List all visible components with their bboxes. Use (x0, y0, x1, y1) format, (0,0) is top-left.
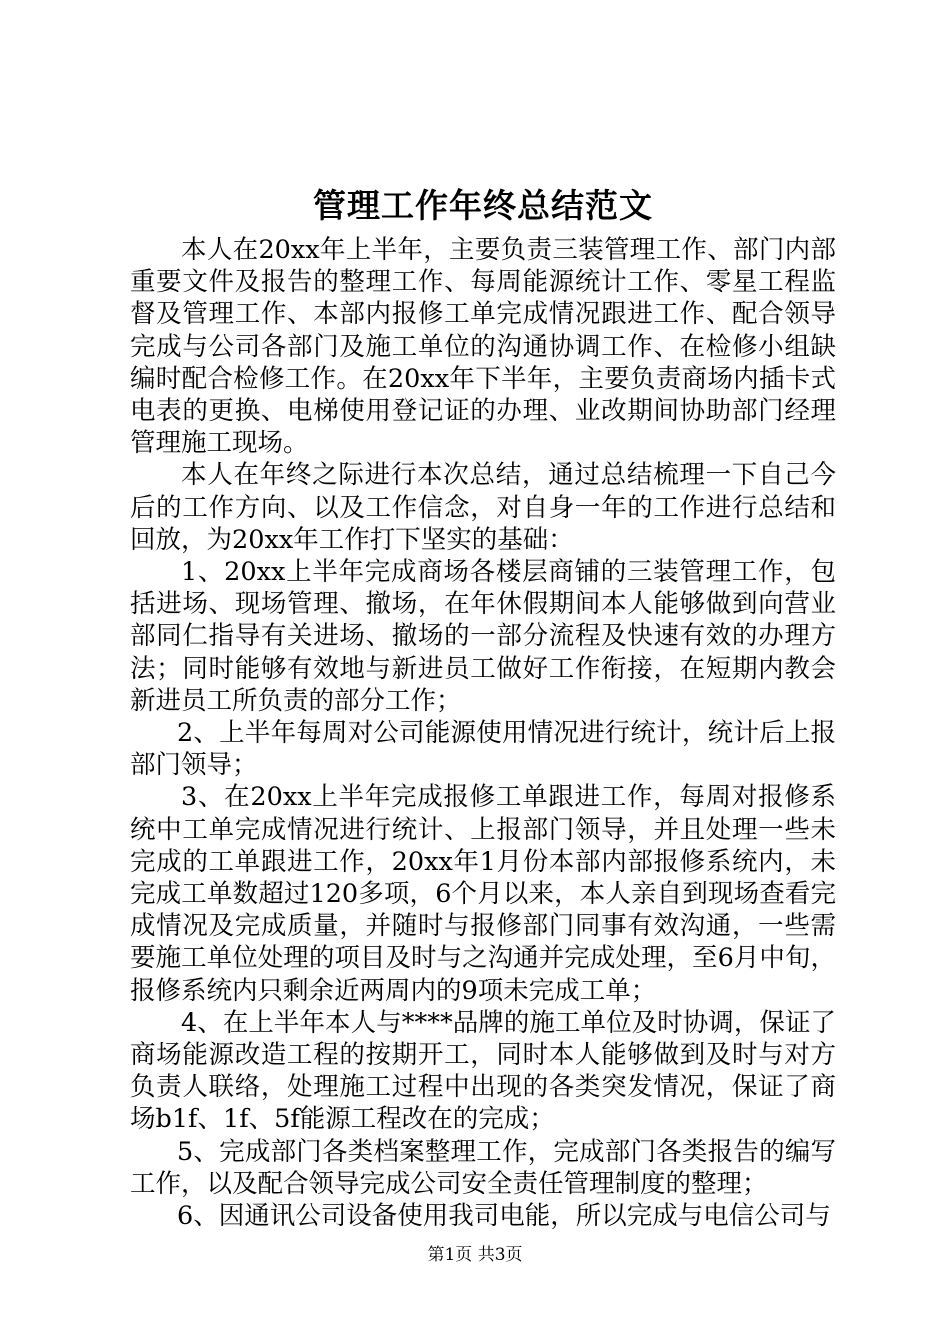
page-title: 管理工作年终总结范文 (313, 186, 653, 225)
paragraph-item-1: 1、20xx上半年完成商场各楼层商铺的三装管理工作，包括进场、现场管理、撤场，在年休假期间本人能够做到向营业部同仁指导有关进场、撤场的一部分流程及快速有效的办理方法；同时能够有效地与新进员工做好工作衔接，在短期内教会新进员工所负责的部分工作； (130, 557, 836, 716)
page-footer: 第1页 共3页 (427, 1245, 523, 1265)
paragraph-item-3: 3、在20xx上半年完成报修工单跟进工作，每周对报修系统中工单完成情况进行统计、上报部门领导，并且处理一些未完成的工单跟进工作，20xx年1月份本部内部报修系统内，未完成工单数超过120多项，6个月以来，本人亲自到现场查看完成情况及完成质量，并随时与报修部门同事有效沟通，一些需要施工单位处理的项目及时与之沟通并完成处理，至6月中旬，报修系统内只剩余近两周内的9项未完成工单； (130, 782, 836, 1006)
paragraph-intro: 本人在20xx年上半年，主要负责三装管理工作、部门内部重要文件及报告的整理工作、每周能源统计工作、零星工程监督及管理工作、本部内报修工单完成情况跟进工作、配合领导完成与公司各部门及施工单位的沟通协调工作、在检修小组缺编时配合检修工作。在20xx年下半年，主要负责商场内插卡式电表的更换、电梯使用登记证的办理、业改期间协助部门经理管理施工现场。 (130, 235, 836, 459)
paragraph-summary-purpose: 本人在年终之际进行本次总结，通过总结梳理一下自己今后的工作方向、以及工作信念，对自身一年的工作进行总结和回放，为20xx年工作打下坚实的基础： (130, 460, 836, 555)
paragraph-item-4: 4、在上半年本人与****品牌的施工单位及时协调，保证了商场能源改造工程的按期开工，同时本人能够做到及时与对方负责人联络，处理施工过程中出现的各类突发情况，保证了商场b1f、1f、5f能源工程改在的完成； (130, 1007, 836, 1135)
paragraph-item-2: 2、上半年每周对公司能源使用情况进行统计，统计后上报部门领导； (130, 718, 836, 781)
paragraph-item-5: 5、完成部门各类档案整理工作，完成部门各类报告的编写工作，以及配合领导完成公司安全责任管理制度的整理； (130, 1136, 836, 1199)
paragraph-item-6: 6、因通讯公司设备使用我司电能，所以完成与电信公司与 (177, 1201, 831, 1232)
document-page (130, 180, 836, 1232)
